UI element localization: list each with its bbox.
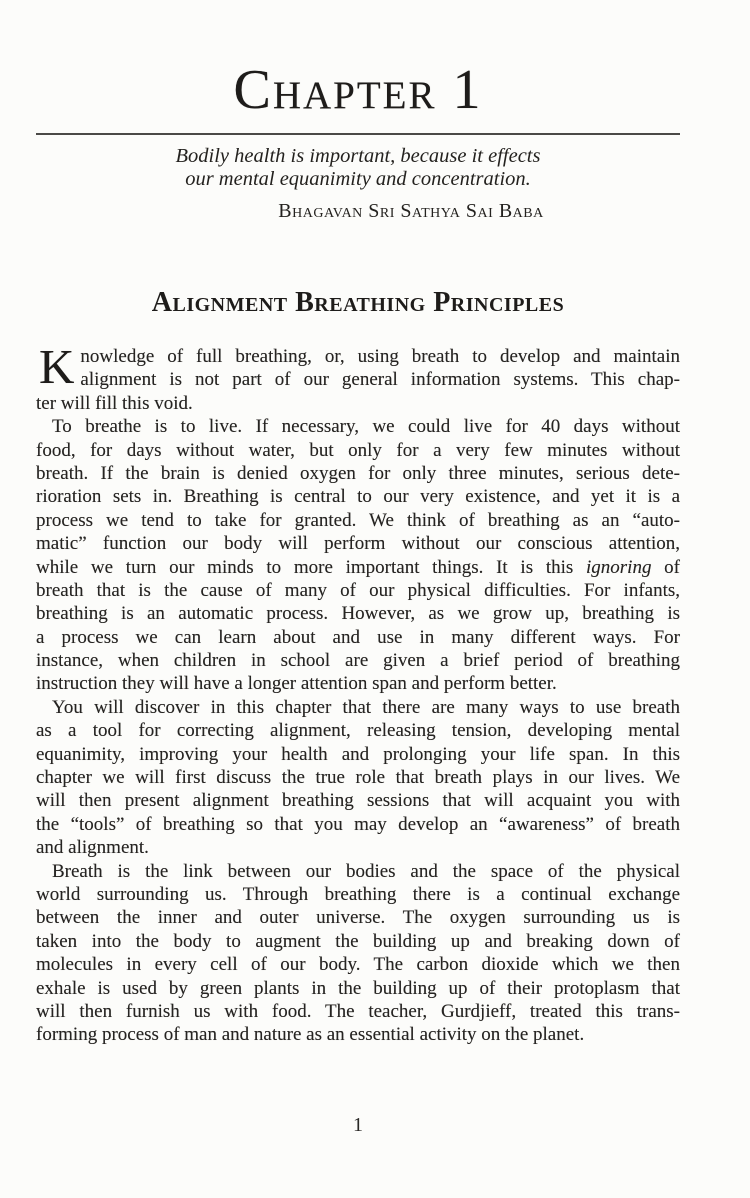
text-line: breathing is an automatic process. However, as we grow up, breathing is xyxy=(36,603,680,625)
text-line: exhale is used by green plants in the building up of their protoplasm that xyxy=(36,977,680,999)
chapter-rule-divider xyxy=(36,133,680,135)
drop-cap: K xyxy=(39,339,75,394)
text-line: Breath is the link between our bodies and the space of the physical xyxy=(52,860,680,882)
text-line: will then furnish us with food. The teacher, Gurdjieff, treated this trans- xyxy=(36,1000,680,1022)
text-line: instance, when children in school are given a brief period of breathing xyxy=(36,650,680,672)
text-line: breath that is the cause of many of our physical difficulties. For infants, xyxy=(36,579,680,601)
section-heading: Alignment Breathing Principles xyxy=(151,287,565,318)
text-line: world surrounding us. Through breathing there is a continual exchange xyxy=(36,883,680,905)
paragraph xyxy=(36,415,680,696)
text-line: nowledge of full breathing, or, using breath to develop and maintain xyxy=(80,346,680,367)
text-line: a process we can learn about and use in many different ways. For xyxy=(36,626,680,648)
text-line: breath. If the brain is denied oxygen for only three minutes, serious dete- xyxy=(36,462,680,484)
paragraph xyxy=(36,696,680,860)
text-line: chapter we will first discuss the true role that breath plays in our lives. We xyxy=(36,767,680,789)
text-line: forming process of man and nature as an essential activity on the planet. xyxy=(36,1024,585,1046)
chapter-title: Chapter 1 xyxy=(233,59,483,121)
text-line: while we turn our minds to more important things. It is this ignoring of xyxy=(36,556,680,578)
text-line: molecules in every cell of our body. The carbon dioxide which we then xyxy=(36,954,680,976)
text-line: food, for days without water, but only for a very few minutes without xyxy=(36,439,680,461)
text-line: between the inner and outer universe. The oxygen surrounding us is xyxy=(36,907,680,929)
italic-word: ignoring xyxy=(586,556,652,578)
text-line: rioration sets in. Breathing is central to our very existence, and yet it is a xyxy=(36,486,680,508)
text-line: To breathe is to live. If necessary, we could live for 40 days without xyxy=(52,416,680,438)
text-line: the “tools” of breathing so that you may develop an “awareness” of breath xyxy=(36,813,680,835)
text-line: will then present alignment breathing sessions that will acquaint you with xyxy=(36,790,680,812)
text-line: equanimity, improving your health and prolonging your life span. In this xyxy=(36,743,680,765)
text-line: matic” function our body will perform without our conscious attention, xyxy=(36,533,680,555)
page-number: 1 xyxy=(353,1114,363,1136)
epigraph-attribution: Bhagavan Sri Sathya Sai Baba xyxy=(278,200,544,222)
paragraph xyxy=(36,339,680,415)
epigraph-quote xyxy=(36,145,680,190)
epigraph-line: our mental equanimity and concentration. xyxy=(185,167,531,190)
text-line: alignment is not part of our general information systems. This chap- xyxy=(80,369,680,391)
paragraph xyxy=(36,860,680,1047)
epigraph-line: Bodily health is important, because it effects xyxy=(175,145,541,167)
text-line: and alignment. xyxy=(36,837,149,859)
text-line: taken into the body to augment the building up and breaking down of xyxy=(36,930,680,952)
text-line: as a tool for correcting alignment, releasing tension, developing mental xyxy=(36,720,680,742)
text-line: instruction they will have a longer attention span and perform better. xyxy=(36,673,557,695)
text-line: ter will fill this void. xyxy=(36,392,193,414)
text-line: You will discover in this chapter that there are many ways to use breath xyxy=(52,696,680,718)
text-line: process we tend to take for granted. We think of breathing as an “auto- xyxy=(36,509,680,531)
body-text xyxy=(36,339,680,1047)
